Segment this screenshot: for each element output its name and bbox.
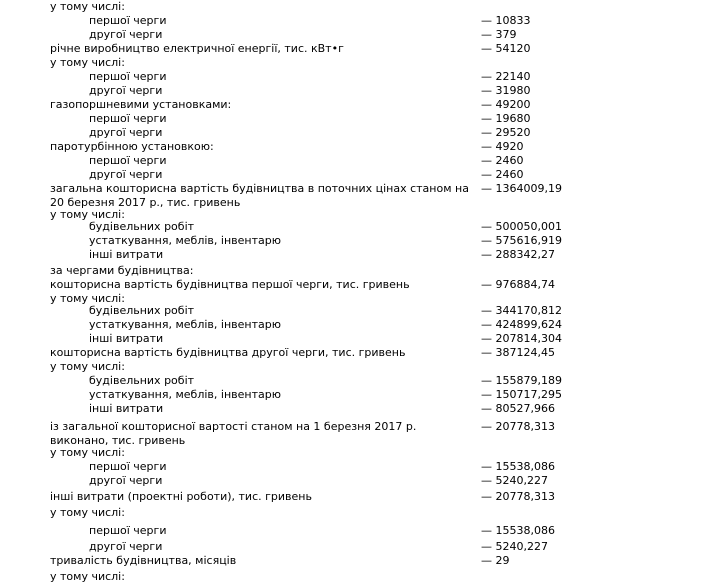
row-label: другої черги — [89, 84, 163, 97]
row-label: у тому числі: — [50, 0, 125, 13]
row-label: за чергами будівництва: — [50, 264, 194, 277]
row-value: — 19680 — [481, 112, 531, 125]
row-value: — 20778,313 — [481, 420, 555, 433]
row-value: — 155879,189 — [481, 374, 562, 387]
row-value: — 207814,304 — [481, 332, 562, 345]
row-label: інші витрати — [89, 248, 164, 261]
row-value: — 10833 — [481, 14, 531, 27]
row-label: першої черги — [89, 14, 167, 27]
row-label: із загальної кошторисної вартості станом на 1 березня 2017 р. виконано, тис. гривень — [50, 420, 417, 447]
row-label: у тому числі: — [50, 506, 125, 519]
row-label: у тому числі: — [50, 360, 125, 373]
row-value: — 500050,001 — [481, 220, 562, 233]
row-label: у тому числі: — [50, 292, 125, 305]
row-value: — 344170,812 — [481, 304, 562, 317]
row-value: — 150717,295 — [481, 388, 562, 401]
row-label: у тому числі: — [50, 570, 125, 583]
row-label: будівельних робіт — [89, 220, 195, 233]
row-value: — 5240,227 — [481, 540, 548, 553]
row-value: — 54120 — [481, 42, 531, 55]
row-value: — 29 — [481, 554, 510, 567]
row-value: — 1364009,19 — [481, 182, 562, 195]
row-label: інші витрати (проектні роботи), тис. гривень — [50, 490, 312, 503]
row-label: першої черги — [89, 524, 167, 537]
row-value: — 976884,74 — [481, 278, 555, 291]
row-label: загальна кошторисна вартість будівництва в поточних цінах станом на 20 березня 2017 р., тис. гривень — [50, 182, 469, 209]
row-label: другої черги — [89, 474, 163, 487]
row-label: у тому числі: — [50, 446, 125, 459]
row-value: — 379 — [481, 28, 517, 41]
row-label: устаткування, меблів, інвентарю — [89, 234, 281, 247]
row-label: паротурбінною установкою: — [50, 140, 214, 153]
row-label: у тому числі: — [50, 208, 125, 221]
row-value: — 31980 — [481, 84, 531, 97]
row-label: першої черги — [89, 460, 167, 473]
row-label: другої черги — [89, 168, 163, 181]
row-value: — 424899,624 — [481, 318, 562, 331]
row-label: першої черги — [89, 112, 167, 125]
row-value: — 20778,313 — [481, 490, 555, 503]
row-value: — 2460 — [481, 154, 524, 167]
row-value: — 29520 — [481, 126, 531, 139]
row-label: інші витрати — [89, 402, 164, 415]
row-label: у тому числі: — [50, 56, 125, 69]
row-label: устаткування, меблів, інвентарю — [89, 318, 281, 331]
row-value: — 4920 — [481, 140, 524, 153]
row-value: — 575616,919 — [481, 234, 562, 247]
row-label: другої черги — [89, 28, 163, 41]
row-value: — 2460 — [481, 168, 524, 181]
row-label: кошторисна вартість будівництва другої черги, тис. гривень — [50, 346, 406, 359]
row-label: газопоршневими установками: — [50, 98, 232, 111]
row-label: інші витрати — [89, 332, 164, 345]
row-label: будівельних робіт — [89, 304, 195, 317]
row-label: будівельних робіт — [89, 374, 195, 387]
row-label: кошторисна вартість будівництва першої черги, тис. гривень — [50, 278, 410, 291]
row-value: — 22140 — [481, 70, 531, 83]
row-value: — 5240,227 — [481, 474, 548, 487]
row-value: — 49200 — [481, 98, 531, 111]
row-label: першої черги — [89, 154, 167, 167]
row-value: — 15538,086 — [481, 524, 555, 537]
row-label: річне виробництво електричної енергії, тис. кВт•г — [50, 42, 344, 55]
row-label: першої черги — [89, 70, 167, 83]
row-label: устаткування, меблів, інвентарю — [89, 388, 281, 401]
row-label: тривалість будівництва, місяців — [50, 554, 237, 567]
row-label: другої черги — [89, 540, 163, 553]
row-value: — 288342,27 — [481, 248, 555, 261]
row-label: другої черги — [89, 126, 163, 139]
row-value: — 80527,966 — [481, 402, 555, 415]
row-value: — 15538,086 — [481, 460, 555, 473]
row-value: — 387124,45 — [481, 346, 555, 359]
